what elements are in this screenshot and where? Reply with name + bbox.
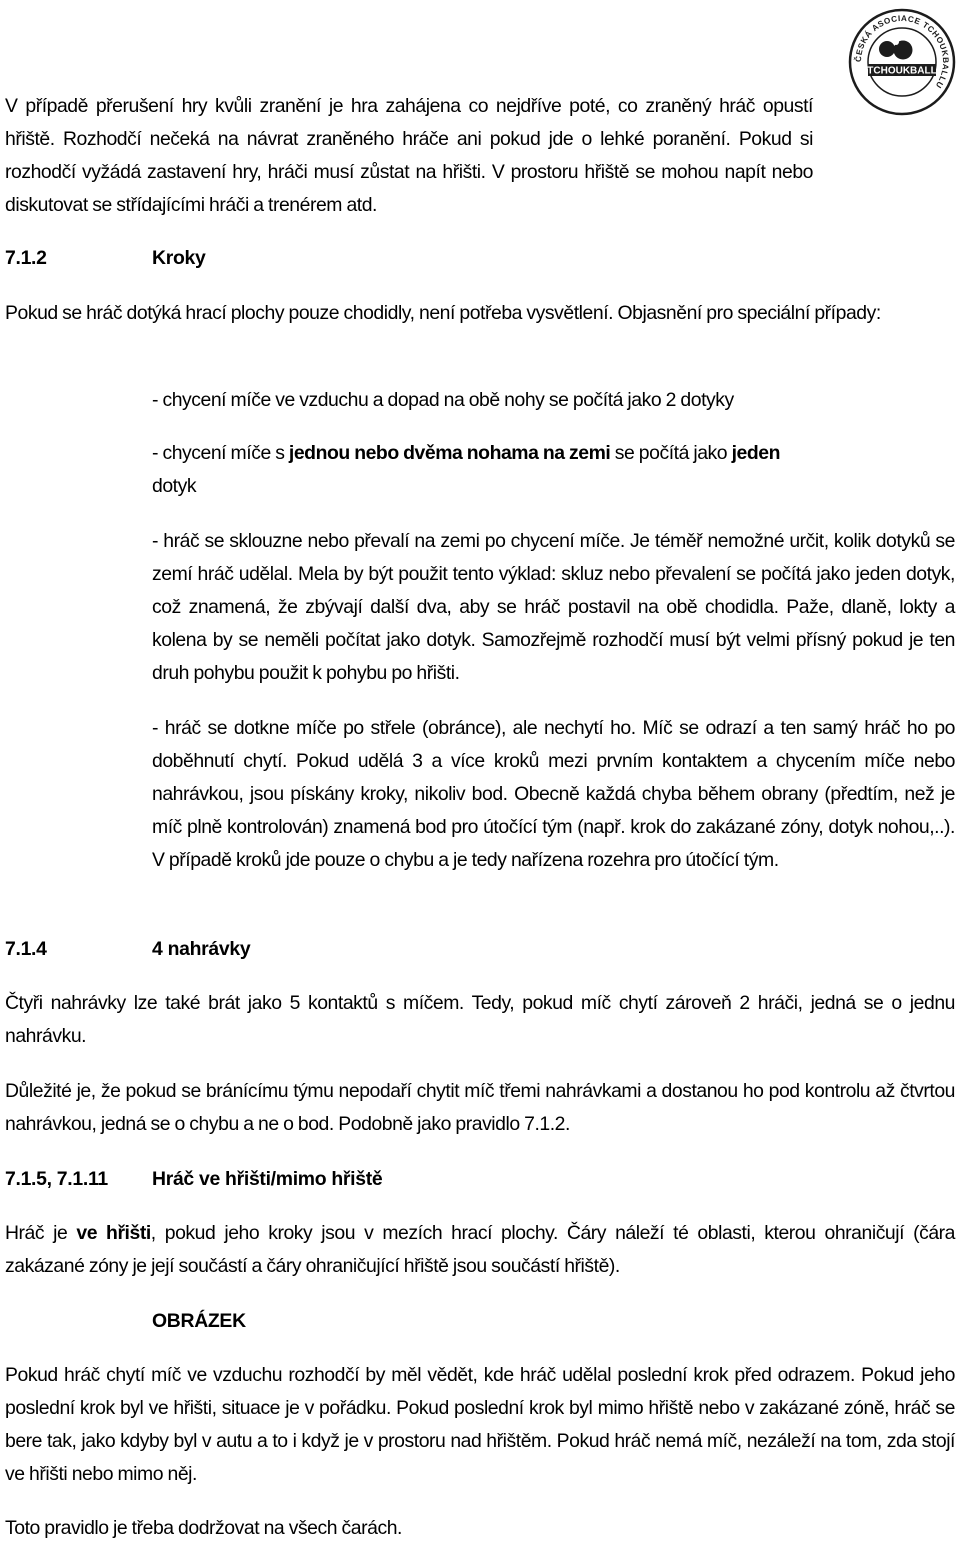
logo-wordmark: TCHOUKBALL [867,65,937,77]
intro-paragraph: V případě přerušení hry kvůli zranění je hra zahájena co nejdříve poté, co zraněný hráč opustí hřiště. Rozhodčí nečeká na návrat zraněného hráče ani pokud jde o lehké poranění. Pokud si rozhodčí vyžádá zastavení hry, hráči musí zůstat na hřišti. V prostoru hřiště se mohou napít nebo diskutovat se střídajícími hráči a trenérem atd. [5,95,813,216]
section-title-4-nahravky: 4 nahrávky [152,938,251,960]
section-number-714: 7.1.4 [5,938,47,960]
section-number-715: 7.1.5, 7.1.11 [5,1168,108,1190]
section-title-kroky: Kroky [152,247,206,269]
logo-ring-text: ČESKÁ ASOCIACE TCHOUKBALLU [853,13,951,91]
figure-placeholder-label: OBRÁZEK [152,1310,246,1332]
kroky-case-1: - chycení míče ve vzduchu a dopad na obě nohy se počítá jako 2 dotyky [152,389,734,411]
posledni-krok-paragraph: Pokud hráč chytí míč ve vzduchu rozhodčí by měl vědět, kde hráč udělal poslední krok před odrazem. Pokud jeho poslední krok byl ve hřišti, situace je v pořádku. Pokud poslední krok byl mimo hřiště nebo v zakázané zóně, hráč se bere tak, jako kdyby byl v autu a to i když je v prostoru nad hřištěm. Pokud hráč nemá míč, nezáleží na tom, zda stojí ve hřišti nebo mimo něj. [5,1364,955,1485]
final-note: Toto pravidlo je třeba dodržovat na všech čarách. [5,1517,402,1539]
kroky-intro-paragraph: Pokud se hráč dotýká hrací plochy pouze chodidly, není potřeba vysvětlení. Objasnění pro speciální případy: [5,302,881,324]
kroky-case-2: - chycení míče s jednou nebo dvěma nohama na zemi se počítá jako jeden dotyk [152,442,780,497]
kroky-case-3: - hráč se sklouzne nebo převalí na zemi po chycení míče. Je téměř nemožné určit, kolik dotyků se zemí hráč udělal. Mela by být použit tento výklad: skluz nebo převalení se počítá jako jeden dotyk, což znamená, že zbývají další dva, aby se hráč postavil na obě chodidla. Paže, dlaně, lokty a kolena by se neměli počítat jako dotyk. Samozřejmě rozhodčí musí být velmi přísný pokud je ten druh pohybu použit k pohybu po hřišti. [152,530,955,684]
section-number-712: 7.1.2 [5,247,47,269]
kroky-case-4: - hráč se dotkne míče po střele (obránce), ale nechytí ho. Míč se odrazí a ten samý hráč ho po doběhnutí chytí. Pokud udělá 3 a více kroků mezi prvním kontaktem a chycením míče nebo nahrávkou, jsou pískány kroky, nikoliv bod. Obecně každá chyba během obrany (předtím, než je míč plně kontrolován) znamená bod pro útočící tým (např. krok do zakázané zóny, dotyk nohou,..). V případě kroků jde pouze o chybu a je tedy nařízena rozehra pro útočící tým. [152,717,955,871]
hriste-paragraph: Hráč je ve hřišti, pokud jeho kroky jsou v mezích hrací plochy. Čáry náleží té oblasti, kterou ohraničují (čára zakázané zóny je její součástí a čáry ohraničující hřiště jsou součástí hřiště). [5,1222,956,1277]
nahravky-paragraph-1: Čtyři nahrávky lze také brát jako 5 kontaktů s míčem. Tedy, pokud míč chytí zároveň 2 hráči, jedná se o jednu nahrávku. [5,992,955,1047]
tchoukball-logo [848,8,956,116]
nahravky-paragraph-2: Důležité je, že pokud se bránícímu týmu nepodaří chytit míč třemi nahrávkami a dostanou ho pod kontrolu až čtvrtou nahrávkou, jedná se o chybu a ne o bod. Podobně jako pravidlo 7.1.2. [5,1080,955,1135]
section-title-hrac-ve-hristi: Hráč ve hřišti/mimo hřiště [152,1168,383,1190]
